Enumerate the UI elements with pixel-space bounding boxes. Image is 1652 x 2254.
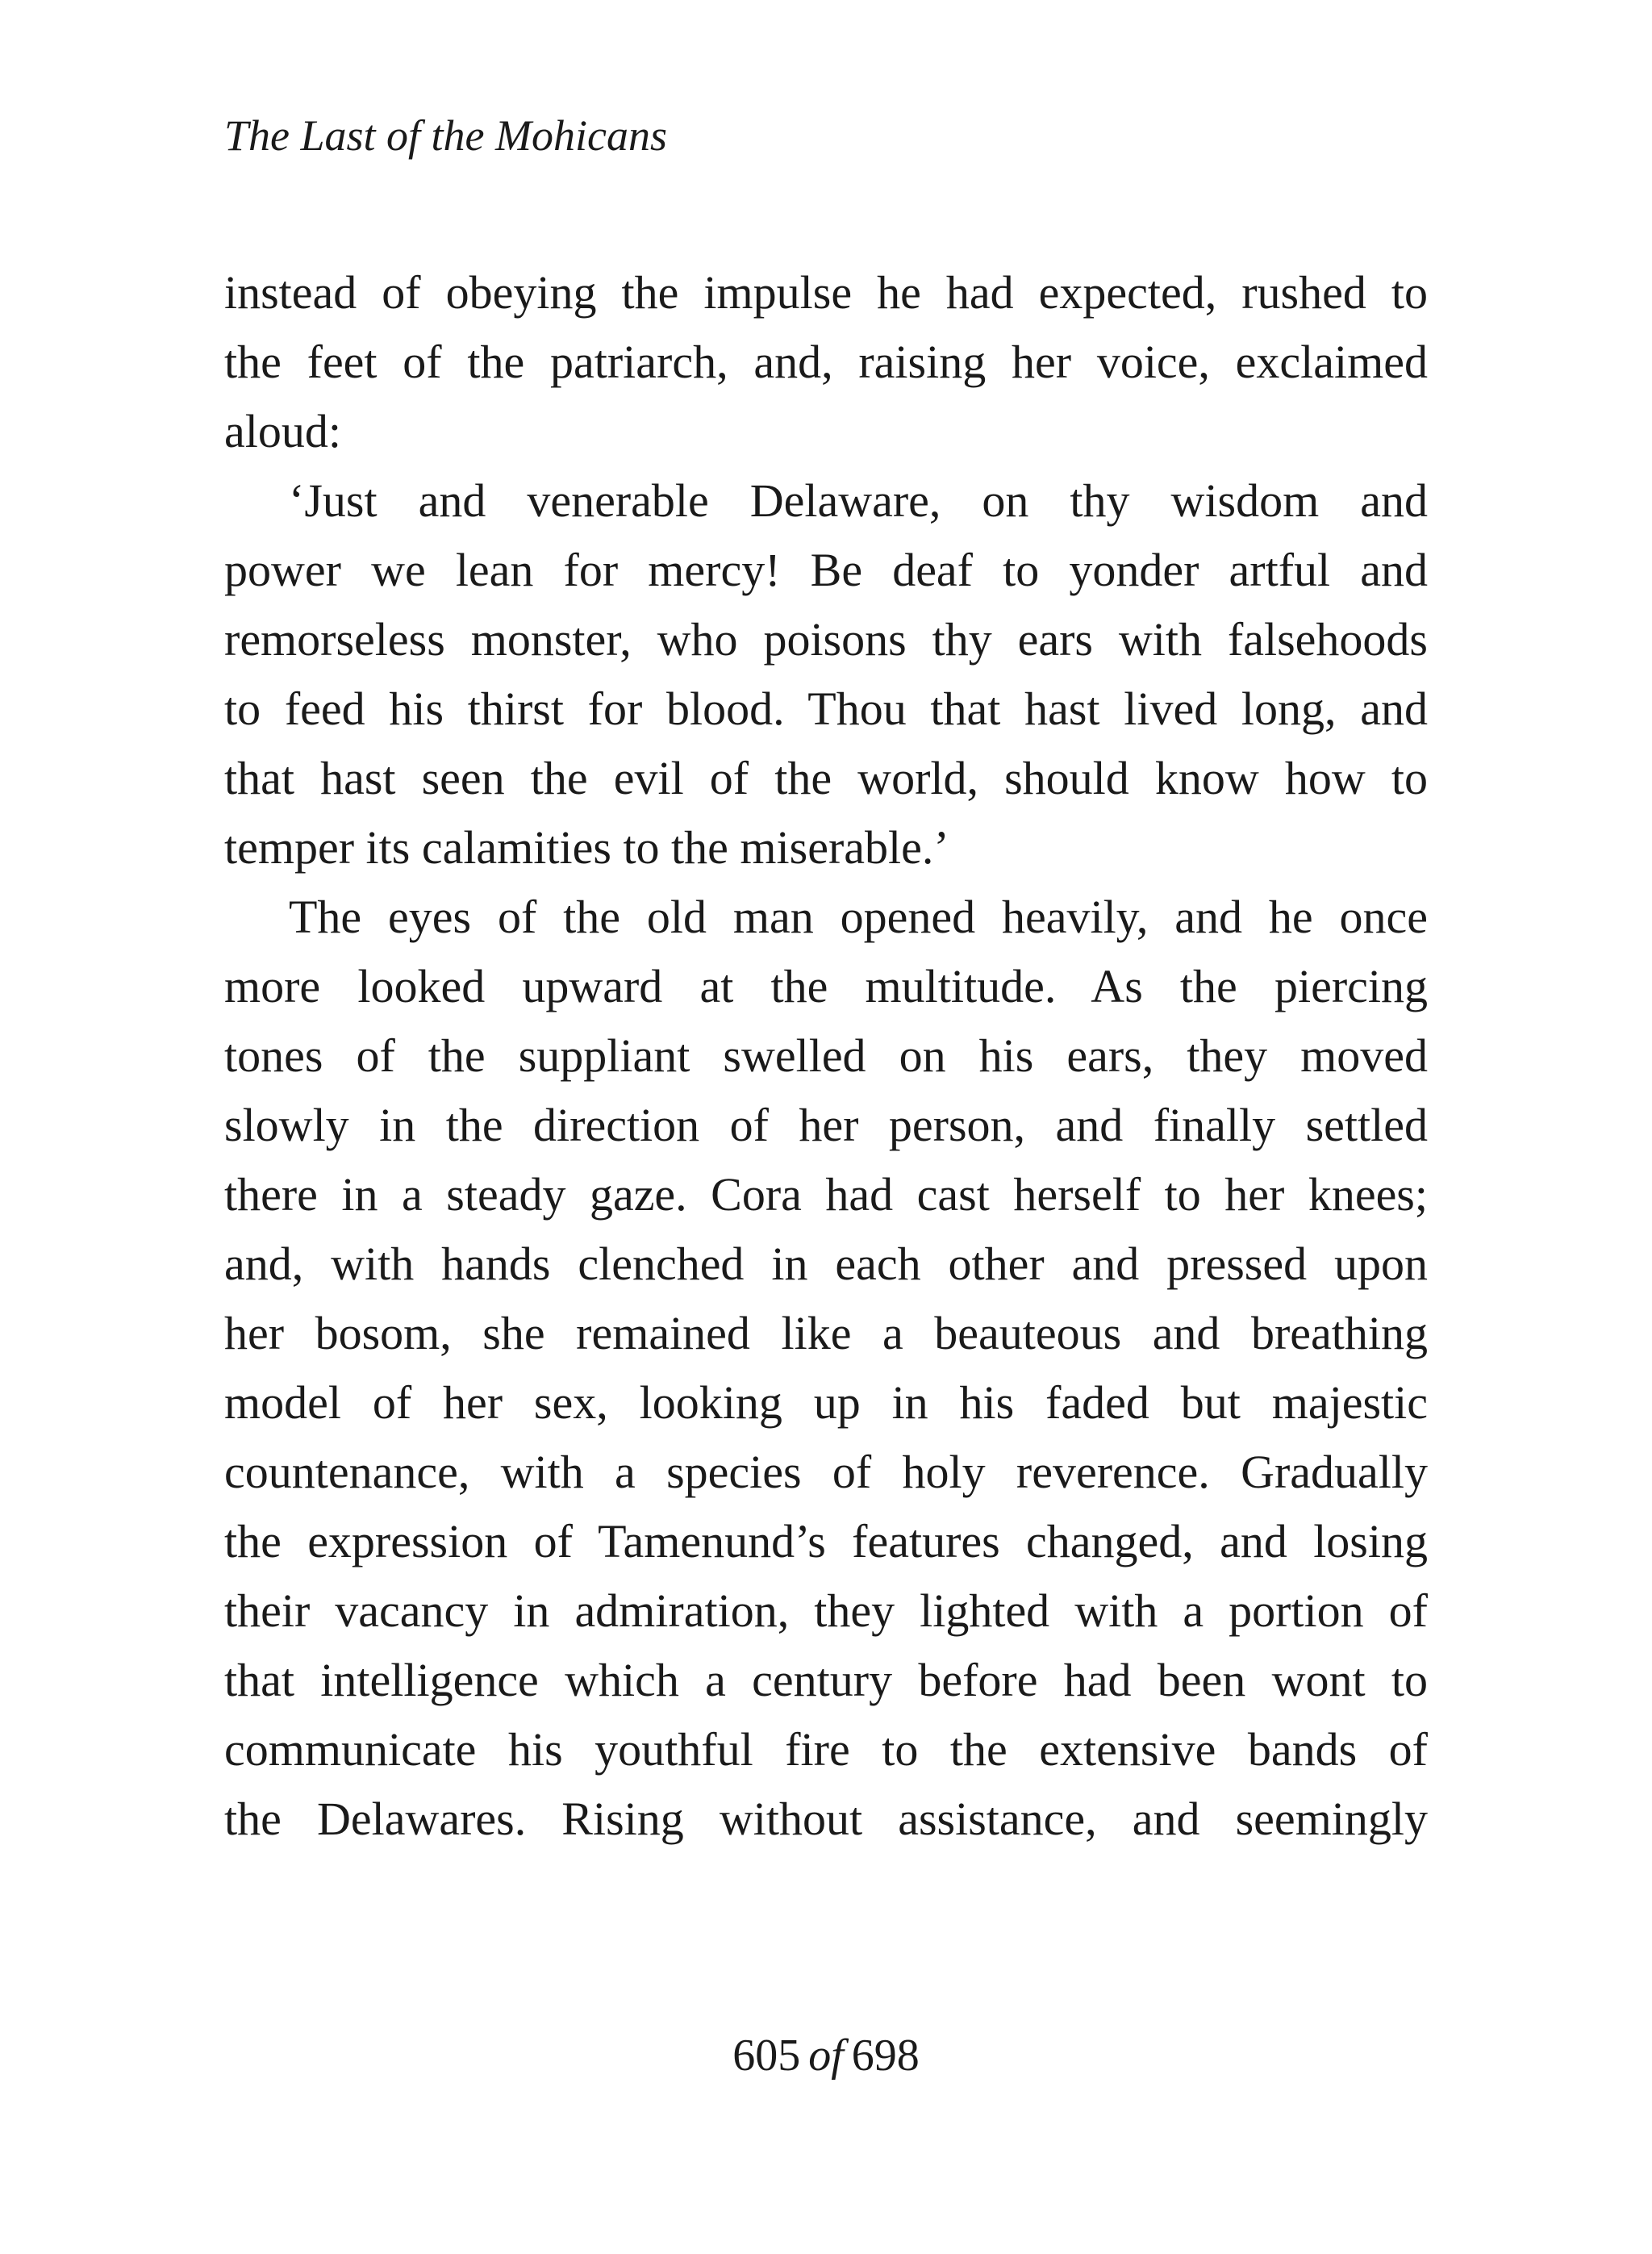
text-line: communicate his youthful fire to the extensive bands of <box>224 1723 1428 1776</box>
page-number <box>0 2023 1652 2088</box>
text-line: remorseless monster, who poisons thy ears with falsehoods <box>224 613 1428 666</box>
text-line: power we lean for mercy! Be deaf to yonder artful and <box>224 544 1428 596</box>
text-line: the feet of the patriarch, and, raising her voice, exclaimed <box>224 336 1428 388</box>
text-line: countenance, with a species of holy reverence. Gradually <box>224 1446 1428 1498</box>
text-line: aloud: <box>224 405 341 457</box>
text-line: instead of obeying the impulse he had expected, rushed to <box>224 266 1428 319</box>
text-line: there in a steady gaze. Cora had cast herself to her knees; <box>224 1168 1428 1221</box>
current-page: 605 <box>732 2031 801 2081</box>
text-line: ‘Just and venerable Delaware, on thy wisdom and <box>289 474 1428 527</box>
text-line: to feed his thirst for blood. Thou that hast lived long, and <box>224 682 1428 735</box>
text-line: more looked upward at the multitude. As the piercing <box>224 960 1428 1012</box>
text-line: that hast seen the evil of the world, should know how to <box>224 752 1428 804</box>
page-separator: of <box>808 2031 844 2081</box>
text-line: the expression of Tamenund’s features changed, and losing <box>224 1515 1428 1567</box>
text-line: the Delawares. Rising without assistance, and seemingly <box>224 1793 1428 1845</box>
running-head-title: The Last of the Mohicans <box>224 111 667 160</box>
text-line: that intelligence which a century before had been wont to <box>224 1654 1428 1706</box>
text-line: tones of the suppliant swelled on his ears, they moved <box>224 1029 1428 1082</box>
text-line: temper its calamities to the miserable.’ <box>224 821 949 874</box>
text-line: their vacancy in admiration, they lighted with a portion of <box>224 1584 1428 1637</box>
text-line: her bosom, she remained like a beauteous and breathing <box>224 1307 1428 1359</box>
text-line: model of her sex, looking up in his faded but majestic <box>224 1376 1428 1429</box>
page-body <box>224 258 1428 1854</box>
total-pages: 698 <box>851 2031 920 2081</box>
text-line: slowly in the direction of her person, and finally settled <box>224 1099 1428 1151</box>
text-line: and, with hands clenched in each other and pressed upon <box>224 1238 1428 1290</box>
text-line: The eyes of the old man opened heavily, and he once <box>289 891 1428 943</box>
